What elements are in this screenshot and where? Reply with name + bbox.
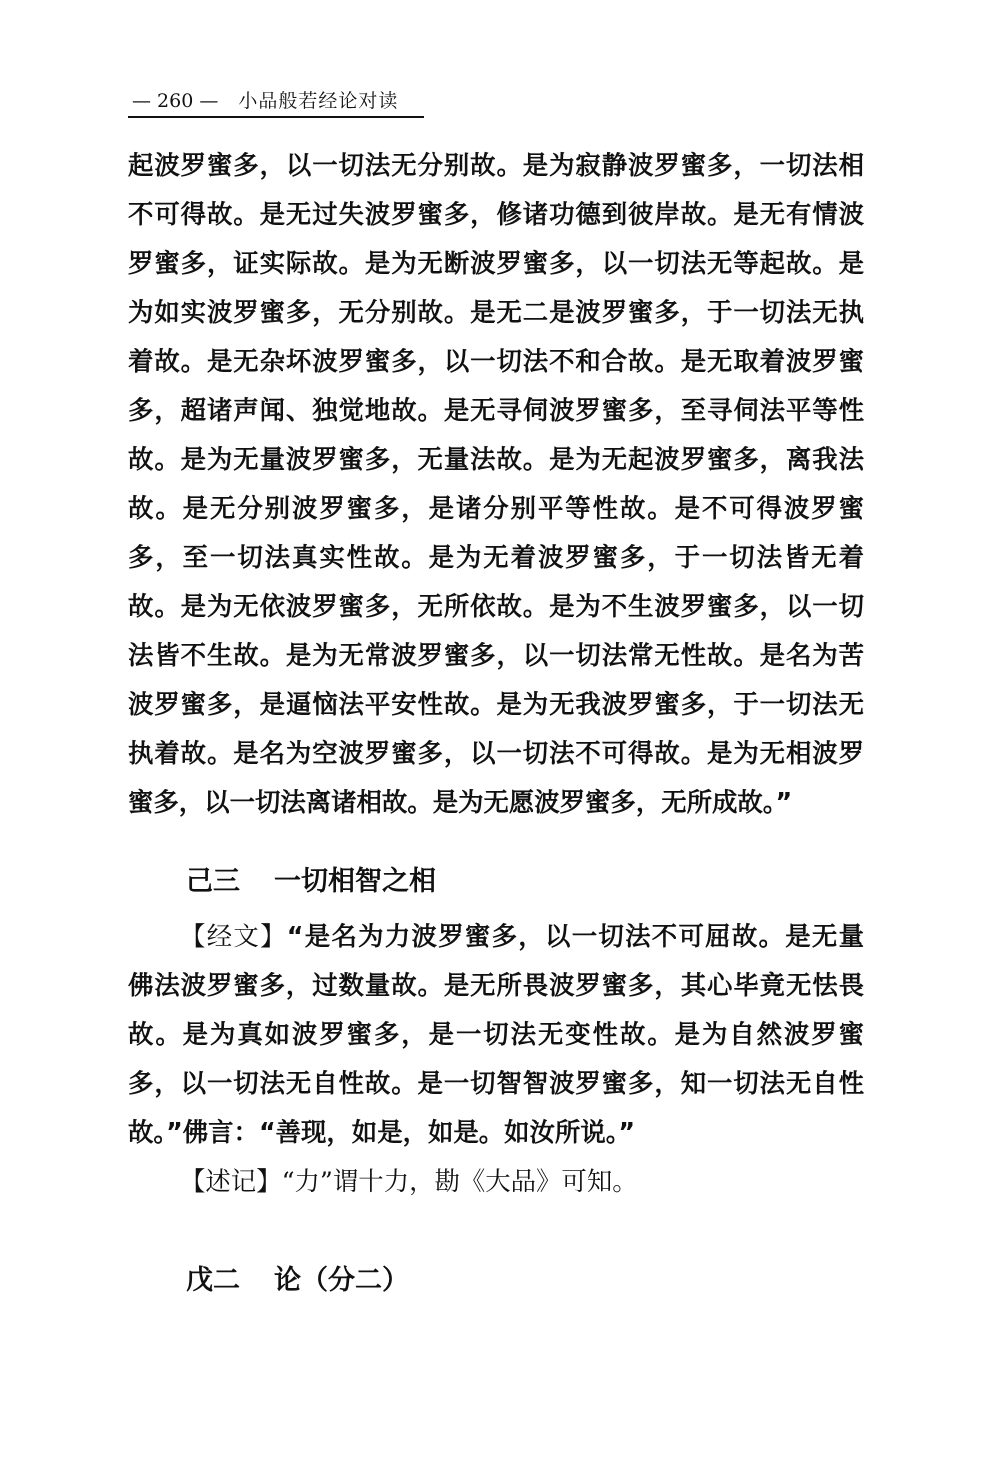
text-line: 多，以一切法无自性故。是一切智智波罗蜜多，知一切法无自性: [128, 1068, 864, 1098]
text-line: 故。”佛言：“善现，如是，如是。如汝所说。”: [128, 1117, 636, 1147]
sutra-first-line: “是名为力波罗蜜多，以一切法不可屈故。是无量: [286, 921, 864, 951]
text-line: 执着故。是名为空波罗蜜多，以一切法不可得故。是为无相波罗: [128, 738, 864, 768]
commentary-label: 【述记】: [180, 1166, 282, 1196]
running-header: [128, 86, 424, 118]
commentary-paragraph: [128, 1157, 864, 1206]
page-number: — 260 —: [132, 90, 219, 112]
text-line: 故。是为无依波罗蜜多，无所依故。是为不生波罗蜜多，以一切: [128, 591, 864, 621]
book-title: 小品般若经论对读: [238, 90, 399, 112]
text-line: 波罗蜜多，是逼恼法平安性故。是为无我波罗蜜多，于一切法无: [128, 689, 864, 719]
text-line: 故。是为真如波罗蜜多，是一切法无变性故。是为自然波罗蜜: [128, 1019, 864, 1049]
commentary-text: “力”谓十力，勘《大品》可知。: [281, 1166, 638, 1196]
text-line: 着故。是无杂坏波罗蜜多，以一切法不和合故。是无取着波罗蜜: [128, 346, 864, 376]
section-number: 己三: [186, 866, 240, 897]
section-heading: [186, 862, 436, 902]
text-line: 为如实波罗蜜多，无分别故。是无二是波罗蜜多，于一切法无执: [128, 297, 864, 327]
section-title: 论（分二）: [274, 1265, 409, 1296]
text-line: [128, 1157, 864, 1206]
sutra-continuation-paragraph: [128, 141, 864, 827]
text-line: 多，超诸声闻、独觉地故。是无寻伺波罗蜜多，至寻伺法平等性: [128, 395, 864, 425]
text-line: [128, 912, 864, 961]
text-line: 故。是无分别波罗蜜多，是诸分别平等性故。是不可得波罗蜜: [128, 493, 864, 523]
text-line: 法皆不生故。是为无常波罗蜜多，以一切法常无性故。是名为苦: [128, 640, 864, 670]
text-line: 佛法波罗蜜多，过数量故。是无所畏波罗蜜多，其心毕竟无怯畏: [128, 970, 864, 1000]
text-line: 罗蜜多，证实际故。是为无断波罗蜜多，以一切法无等起故。是: [128, 248, 864, 278]
section-title: 一切相智之相: [274, 866, 436, 897]
section-number: 戊二: [186, 1265, 240, 1296]
text-line: 起波罗蜜多，以一切法无分别故。是为寂静波罗蜜多，一切法相: [128, 150, 864, 180]
text-line: 蜜多，以一切法离诸相故。是为无愿波罗蜜多，无所成故。”: [128, 787, 793, 817]
text-line: 故。是为无量波罗蜜多，无量法故。是为无起波罗蜜多，离我法: [128, 444, 864, 474]
sutra-paragraph: [128, 912, 864, 1157]
sutra-label: 【经文】: [180, 921, 287, 951]
section-heading: [186, 1261, 409, 1301]
text-line: 多，至一切法真实性故。是为无着波罗蜜多，于一切法皆无着: [128, 542, 864, 572]
text-line: 不可得故。是无过失波罗蜜多，修诸功德到彼岸故。是无有情波: [128, 199, 864, 229]
